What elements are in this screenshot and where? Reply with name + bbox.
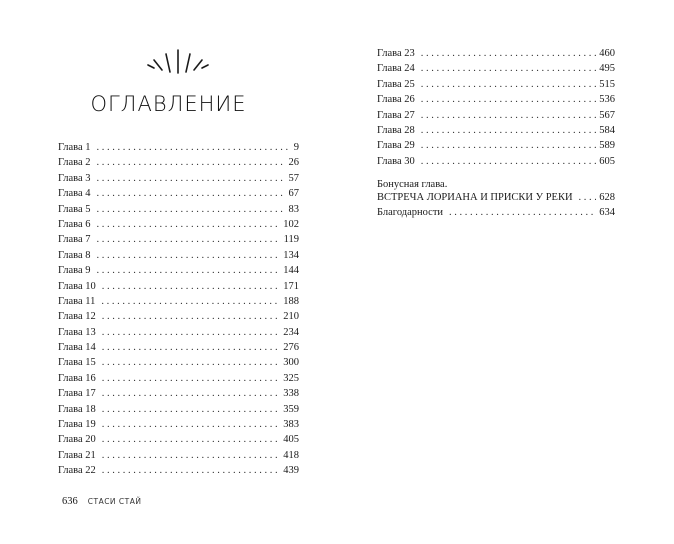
chapter-label: Глава 24 <box>377 63 415 75</box>
leader-dots <box>97 186 286 201</box>
toc-entry <box>58 325 299 340</box>
acknowledgements-page: 634 <box>599 207 615 218</box>
leader-dots <box>102 279 280 294</box>
leader-dots <box>102 402 280 417</box>
toc-entry <box>377 46 615 61</box>
chapter-label: Глава 29 <box>377 140 415 152</box>
chapter-label: Глава 7 <box>58 234 91 246</box>
chapter-page: 57 <box>288 172 299 184</box>
leader-dots <box>97 263 281 278</box>
chapter-page: 515 <box>599 78 615 90</box>
chapter-page: 338 <box>283 388 299 400</box>
toc-entry <box>58 402 299 417</box>
toc-entry <box>58 140 299 155</box>
toc-entry <box>377 123 615 138</box>
chapter-page: 589 <box>599 140 615 152</box>
chapter-label: Глава 30 <box>377 155 415 167</box>
leader-dots <box>421 108 596 123</box>
toc-entry <box>58 217 299 232</box>
toc-entry <box>377 61 615 76</box>
toc-entry <box>58 355 299 370</box>
sunburst-ornament-icon <box>146 48 210 78</box>
chapter-page: 171 <box>283 280 299 292</box>
leader-dots <box>449 205 596 220</box>
toc-list-right <box>377 46 615 169</box>
chapter-page: 495 <box>599 63 615 75</box>
toc-entry <box>58 386 299 401</box>
chapter-label: Глава 4 <box>58 188 91 200</box>
leader-dots <box>102 371 280 386</box>
chapter-label: Глава 18 <box>58 403 96 415</box>
toc-entry <box>58 171 299 186</box>
chapter-label: Глава 22 <box>58 465 96 477</box>
toc-entry <box>58 202 299 217</box>
chapter-page: 584 <box>599 124 615 136</box>
chapter-page: 144 <box>283 265 299 277</box>
chapter-page: 567 <box>599 109 615 121</box>
chapter-page: 605 <box>599 155 615 167</box>
leader-dots <box>97 202 286 217</box>
bonus-page: 628 <box>599 192 615 203</box>
toc-entry <box>58 463 299 478</box>
bonus-label-line2: ВСТРЕЧА ЛОРИАНА И ПРИСКИ У РЕКИ <box>377 192 573 203</box>
toc-entry <box>58 309 299 324</box>
chapter-label: Глава 12 <box>58 311 96 323</box>
chapter-page: 536 <box>599 94 615 106</box>
chapter-label: Глава 15 <box>58 357 96 369</box>
chapter-label: Глава 5 <box>58 203 91 215</box>
chapter-page: 26 <box>288 157 299 169</box>
chapter-label: Глава 27 <box>377 109 415 121</box>
toc-entry <box>377 108 615 123</box>
toc-list-left <box>58 140 299 479</box>
running-author: СТАСИ СТАЙ <box>87 497 142 506</box>
chapter-label: Глава 3 <box>58 172 91 184</box>
chapter-label: Глава 14 <box>58 342 96 354</box>
chapter-page: 83 <box>288 203 299 215</box>
chapter-label: Глава 10 <box>58 280 96 292</box>
chapter-label: Глава 23 <box>377 48 415 59</box>
page-title: ОГЛАВЛЕНИЕ <box>90 92 247 116</box>
leader-dots <box>102 386 280 401</box>
chapter-page: 359 <box>283 403 299 415</box>
toc-entry <box>58 448 299 463</box>
chapter-label: Глава 16 <box>58 372 96 384</box>
leader-dots <box>102 340 280 355</box>
chapter-label: Глава 20 <box>58 434 96 446</box>
chapter-label: Глава 19 <box>58 419 96 431</box>
bonus-label-line1: Бонусная глава. <box>377 179 448 190</box>
chapter-page: 325 <box>283 372 299 384</box>
leader-dots <box>421 46 596 61</box>
toc-entry <box>58 294 299 309</box>
toc-entry <box>58 340 299 355</box>
toc-entry <box>58 155 299 170</box>
leader-dots <box>421 61 596 76</box>
toc-entry <box>58 279 299 294</box>
leader-dots <box>97 232 281 247</box>
chapter-page: 119 <box>283 234 299 246</box>
toc-entry <box>377 154 615 169</box>
chapter-label: Глава 9 <box>58 265 91 277</box>
leader-dots <box>102 448 280 463</box>
toc-entry <box>377 191 615 204</box>
chapter-label: Глава 25 <box>377 78 415 90</box>
leader-dots <box>101 294 280 309</box>
right-page <box>337 0 674 544</box>
leader-dots <box>421 92 596 107</box>
toc-entry <box>377 92 615 107</box>
chapter-label: Глава 11 <box>58 295 96 307</box>
leader-dots <box>97 155 286 170</box>
toc-entry <box>377 77 615 92</box>
chapter-page: 210 <box>283 311 299 323</box>
leader-dots <box>102 355 280 370</box>
leader-dots <box>97 248 281 263</box>
page-number: 636 <box>62 496 78 507</box>
chapter-label: Глава 28 <box>377 124 415 136</box>
chapter-label: Глава 2 <box>58 157 91 169</box>
chapter-label: Глава 13 <box>58 326 96 338</box>
chapter-label: Глава 26 <box>377 94 415 106</box>
bonus-chapter-entry <box>377 179 615 204</box>
toc-entry <box>58 371 299 386</box>
leader-dots <box>421 138 596 153</box>
leader-dots <box>102 325 280 340</box>
leader-dots <box>421 154 596 169</box>
chapter-page: 234 <box>283 326 299 338</box>
leader-dots <box>102 309 280 324</box>
chapter-page: 405 <box>283 434 299 446</box>
chapter-label: Глава 6 <box>58 218 91 230</box>
chapter-page: 439 <box>283 465 299 477</box>
chapter-page: 102 <box>283 218 299 230</box>
toc-entry <box>377 138 615 153</box>
chapter-label: Глава 21 <box>58 449 96 461</box>
acknowledgements-label: Благодарности <box>377 207 444 218</box>
toc-entry <box>58 432 299 447</box>
acknowledgements-entry <box>377 205 615 220</box>
chapter-label: Глава 8 <box>58 249 91 261</box>
chapter-label: Глава 17 <box>58 388 96 400</box>
leader-dots <box>421 123 596 138</box>
toc-entry <box>58 417 299 432</box>
toc-entry <box>58 263 299 278</box>
toc-entry <box>58 232 299 247</box>
leader-dots <box>97 217 281 232</box>
toc-entry <box>58 248 299 263</box>
toc-entry <box>58 186 299 201</box>
chapter-page: 134 <box>283 249 299 261</box>
chapter-page: 383 <box>283 419 299 431</box>
chapter-page: 460 <box>599 48 615 59</box>
chapter-page: 9 <box>293 142 299 153</box>
leader-dots <box>102 432 280 447</box>
chapter-page: 67 <box>288 188 299 200</box>
chapter-page: 188 <box>283 295 299 307</box>
chapter-page: 276 <box>283 342 299 354</box>
leader-dots <box>102 417 280 432</box>
chapter-label: Глава 1 <box>58 142 91 153</box>
leader-dots <box>579 191 597 204</box>
leader-dots <box>421 77 596 92</box>
chapter-page: 418 <box>283 449 299 461</box>
leader-dots <box>97 171 286 186</box>
leader-dots <box>102 463 280 478</box>
chapter-page: 300 <box>283 357 299 369</box>
leader-dots <box>97 140 291 155</box>
page-footer <box>62 496 142 507</box>
